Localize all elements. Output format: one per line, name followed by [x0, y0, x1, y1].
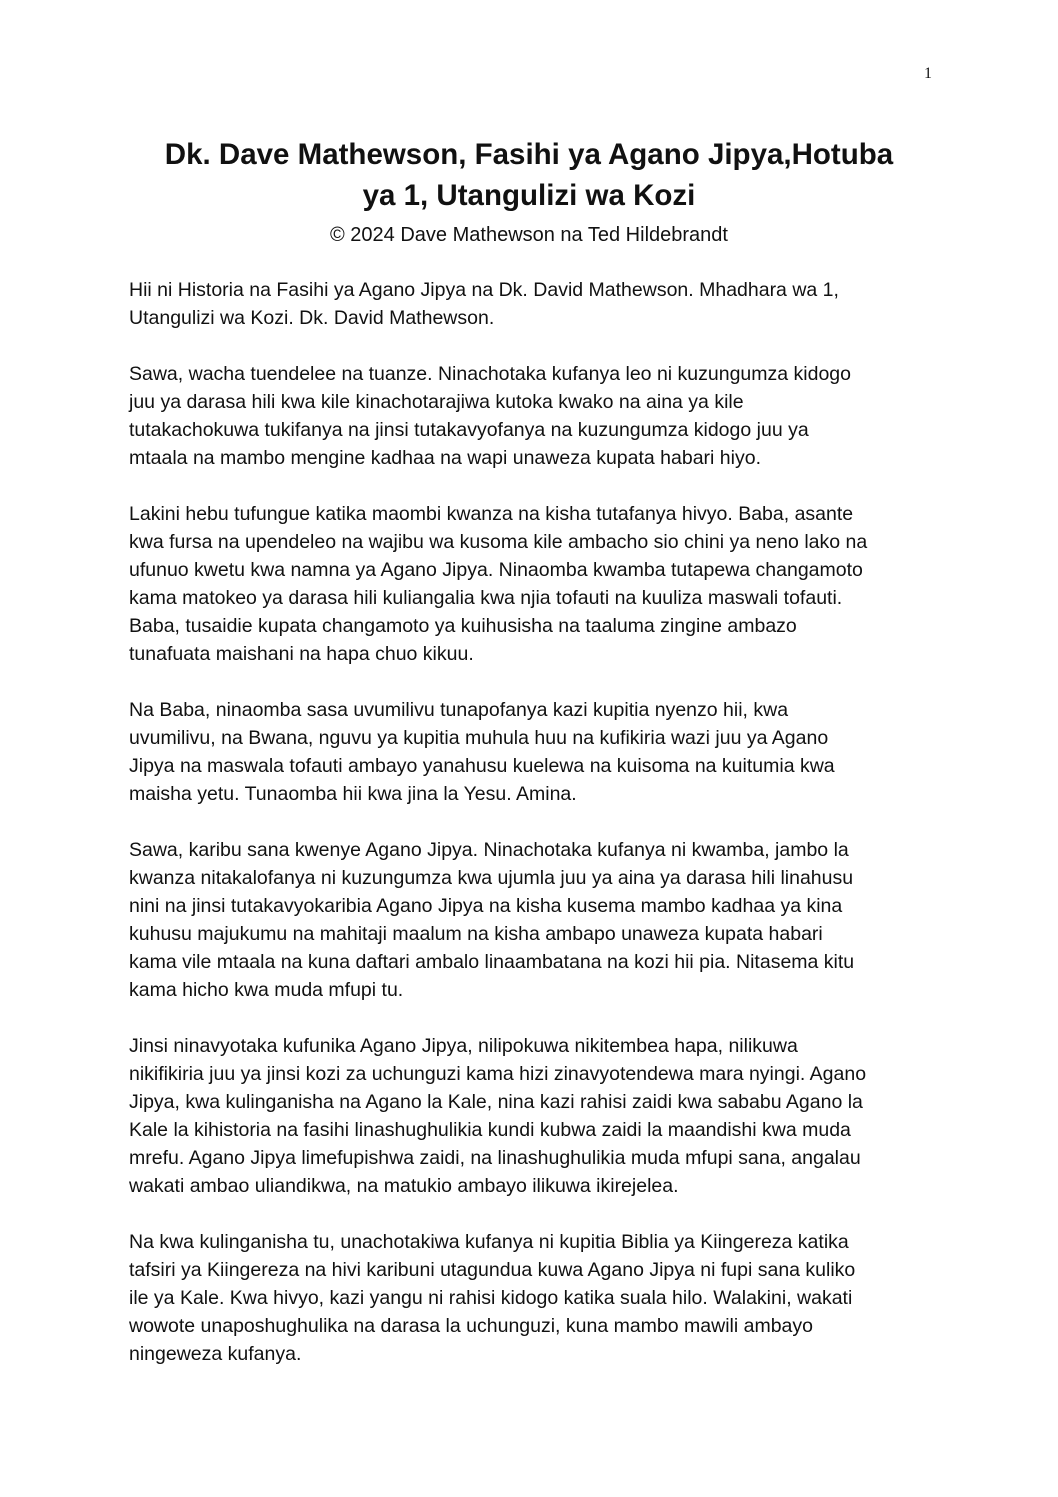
- paragraph-line: Sawa, wacha tuendelee na tuanze. Ninachotaka kufanya leo ni kuzungumza kidogo: [129, 363, 851, 385]
- title-line-1: Dk. Dave Mathewson, Fasihi ya Agano Jipya,Hotuba: [164, 138, 894, 171]
- paragraph-line: Baba, tusaidie kupata changamoto ya kuihusisha na taaluma zingine ambazo: [129, 615, 797, 637]
- paragraph: [129, 1228, 941, 1368]
- paragraph-line: ufunuo kwetu kwa namna ya Agano Jipya. Ninaomba kwamba tutapewa changamoto: [129, 559, 863, 581]
- paragraph-line: juu ya darasa hili kwa kile kinachotarajiwa kutoka kwako na aina ya kile: [129, 391, 744, 413]
- document-title: [120, 134, 938, 216]
- paragraph-line: tafsiri ya Kiingereza na hivi karibuni utagundua kuwa Agano Jipya ni fupi sana kuliko: [129, 1259, 856, 1281]
- paragraph-line: kwanza nitakalofanya ni kuzungumza kwa ujumla juu ya aina ya darasa hili linahusu: [129, 867, 854, 889]
- paragraph-line: kama matokeo ya darasa hili kuliangalia kwa njia tofauti na kuuliza maswali tofauti.: [129, 587, 843, 609]
- paragraph-line: mrefu. Agano Jipya limefupishwa zaidi, na linashughulikia muda mfupi sana, angalau: [129, 1147, 861, 1169]
- paragraph-line: Hii ni Historia na Fasihi ya Agano Jipya na Dk. David Mathewson. Mhadhara wa 1,: [129, 279, 839, 301]
- paragraph-line: nikifikiria juu ya jinsi kozi za uchunguzi kama hizi zinavyotendewa mara nyingi. Agano: [129, 1063, 867, 1085]
- paragraph: [129, 1032, 941, 1200]
- copyright-notice: © 2024 Dave Mathewson na Ted Hildebrandt: [330, 224, 728, 246]
- paragraph-line: mtaala na mambo mengine kadhaa na wapi unaweza kupata habari hiyo.: [129, 447, 761, 469]
- page-number: 1: [924, 65, 932, 82]
- title-line-2: ya 1, Utangulizi wa Kozi: [362, 179, 696, 212]
- paragraph-line: kama vile mtaala na kuna daftari ambalo linaambatana na kozi hii pia. Nitasema kitu: [129, 951, 855, 973]
- paragraph-line: kuhusu majukumu na mahitaji maalum na kisha ambapo unaweza kupata habari: [129, 923, 823, 945]
- paragraph-line: maisha yetu. Tunaomba hii kwa jina la Yesu. Amina.: [129, 783, 577, 805]
- paragraph-line: Na Baba, ninaomba sasa uvumilivu tunapofanya kazi kupitia nyenzo hii, kwa: [129, 699, 789, 721]
- paragraph: [129, 836, 941, 1004]
- paragraph-line: Kale la kihistoria na fasihi linashughulikia kundi kubwa zaidi la maandishi kwa muda: [129, 1119, 851, 1141]
- paragraph-line: tutakachokuwa tukifanya na jinsi tutakavyofanya na kuzungumza kidogo juu ya: [129, 419, 809, 441]
- paragraph-line: Jipya na maswala tofauti ambayo yanahusu kuelewa na kuisoma na kuitumia kwa: [129, 755, 835, 777]
- body-text: [129, 276, 941, 1396]
- paragraph-line: kwa fursa na upendeleo na wajibu wa kusoma kile ambacho sio chini ya neno lako na: [129, 531, 868, 553]
- paragraph-line: nini na jinsi tutakavyokaribia Agano Jipya na kisha kusema mambo kadhaa ya kina: [129, 895, 843, 917]
- paragraph-line: tunafuata maishani na hapa chuo kikuu.: [129, 643, 474, 665]
- paragraph: [129, 696, 941, 808]
- paragraph-line: ile ya Kale. Kwa hivyo, kazi yangu ni rahisi kidogo katika suala hilo. Walakini, wakati: [129, 1287, 853, 1309]
- paragraph-line: Jinsi ninavyotaka kufunika Agano Jipya, nilipokuwa nikitembea hapa, nilikuwa: [129, 1035, 798, 1057]
- paragraph: [129, 276, 941, 332]
- paragraph-line: Utangulizi wa Kozi. Dk. David Mathewson.: [129, 307, 495, 329]
- paragraph-line: Jipya, kwa kulinganisha na Agano la Kale, nina kazi rahisi zaidi kwa sababu Agano la: [129, 1091, 863, 1113]
- paragraph-line: ningeweza kufanya.: [129, 1343, 302, 1365]
- paragraph-line: Sawa, karibu sana kwenye Agano Jipya. Ninachotaka kufanya ni kwamba, jambo la: [129, 839, 849, 861]
- paragraph-line: Lakini hebu tufungue katika maombi kwanza na kisha tutafanya hivyo. Baba, asante: [129, 503, 854, 525]
- paragraph: [129, 500, 941, 668]
- paragraph-line: kama hicho kwa muda mfupi tu.: [129, 979, 404, 1001]
- paragraph-line: uvumilivu, na Bwana, nguvu ya kupitia muhula huu na kufikiria wazi juu ya Agano: [129, 727, 829, 749]
- paragraph-line: wakati ambao uliandikwa, na matukio ambayo ilikuwa ikirejelea.: [129, 1175, 679, 1197]
- paragraph: [129, 360, 941, 472]
- paragraph-line: Na kwa kulinganisha tu, unachotakiwa kufanya ni kupitia Biblia ya Kiingereza katika: [129, 1231, 849, 1253]
- paragraph-line: wowote unaposhughulika na darasa la uchunguzi, kuna mambo mawili ambayo: [129, 1315, 813, 1337]
